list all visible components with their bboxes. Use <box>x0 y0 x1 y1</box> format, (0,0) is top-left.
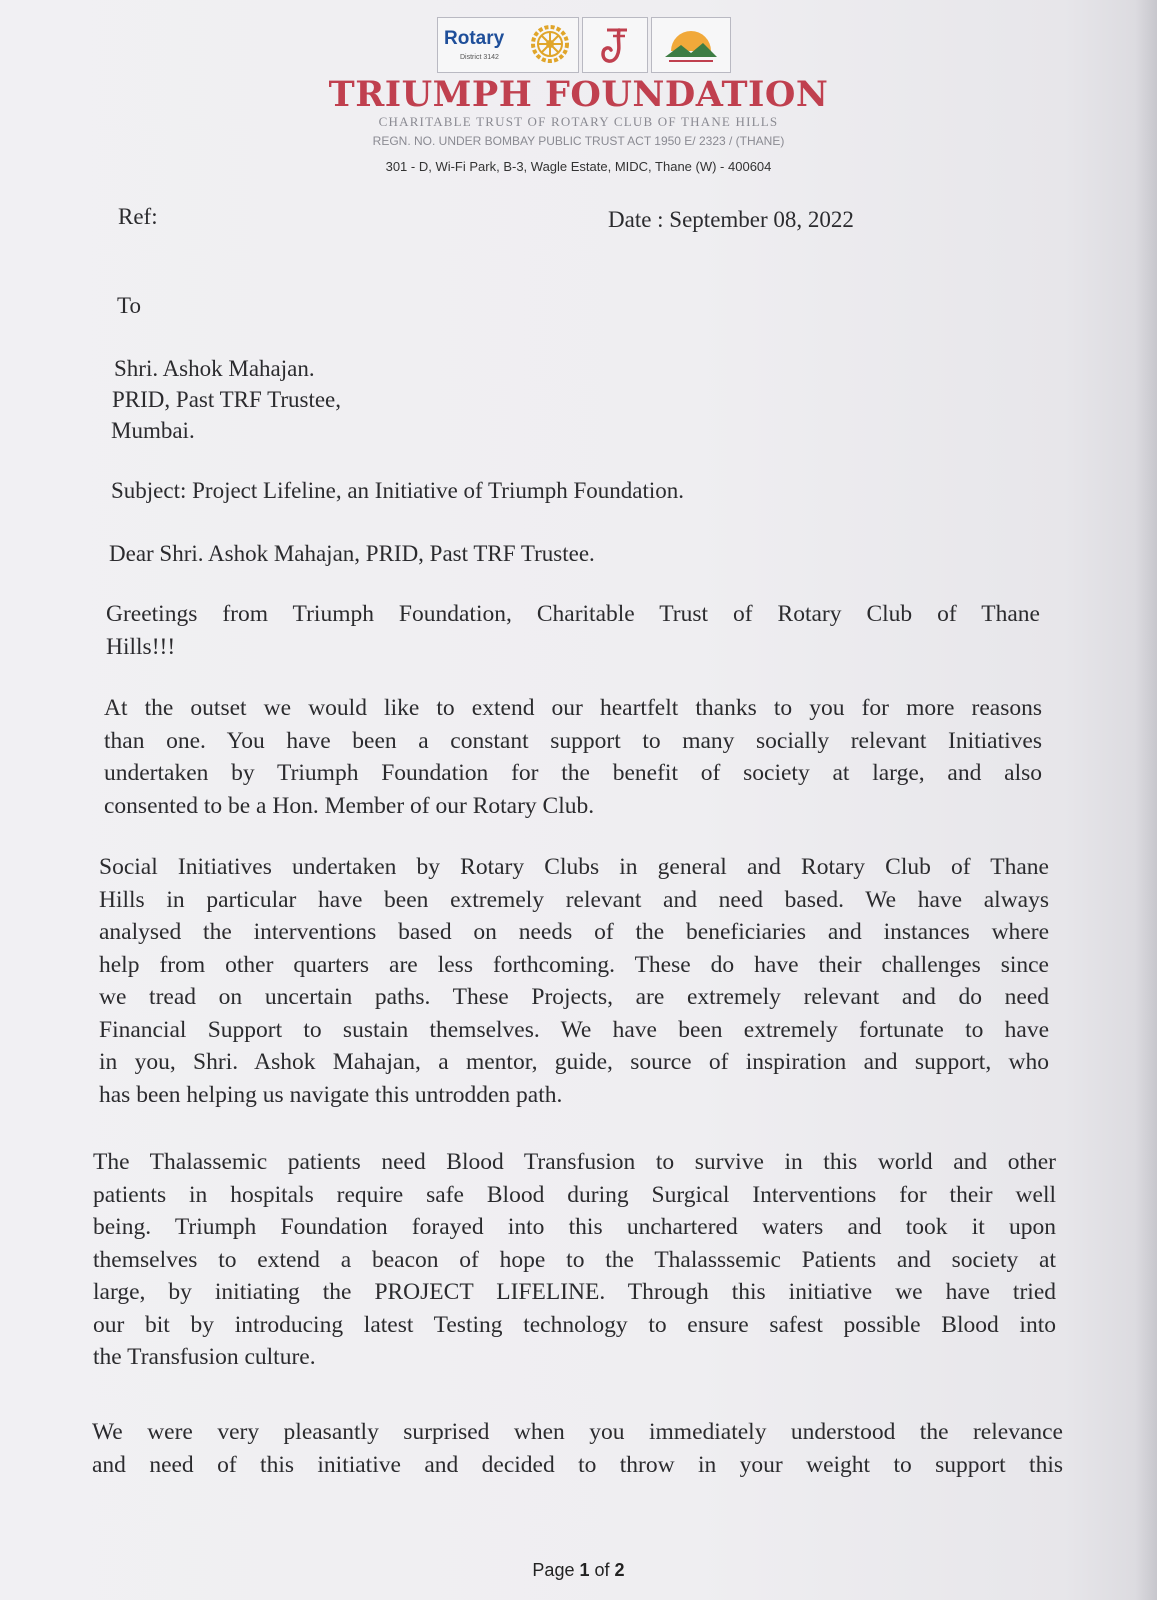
paragraph-line: our bit by introducing latest Testing technology to ensure safest possible Blood into <box>93 1311 1056 1338</box>
registration-number: REGN. NO. UNDER BOMBAY PUBLIC TRUST ACT 1950 E/ 2323 / (THANE) <box>372 134 785 148</box>
page-word: Page <box>532 1560 575 1580</box>
paragraph-line: being. Triumph Foundation forayed into this unchartered waters and took it upon <box>93 1214 1056 1240</box>
paragraph-line: Financial Support to sustain themselves. We have been extremely fortunate to have <box>99 1016 1049 1043</box>
paragraph-thanks <box>104 692 1042 822</box>
paragraph-line: Hills in particular have been extremely relevant and need based. We have always <box>99 886 1049 913</box>
recipient-city: Mumbai. <box>111 418 195 443</box>
letter-subject: Subject: Project Lifeline, an Initiative of Triumph Foundation. <box>111 478 685 503</box>
rotary-logo-text: Rotary <box>444 28 505 49</box>
paragraph-project-lifeline <box>93 1146 1056 1374</box>
paragraph-greetings <box>106 598 1040 663</box>
letterhead-logos <box>437 17 731 73</box>
paragraph-line: The Thalassemic patients need Blood Transfusion to survive in this world and other <box>93 1149 1056 1175</box>
paragraph-support <box>92 1416 1063 1481</box>
paragraph-line: help from other quarters are less forthcoming. These do have their challenges since <box>99 951 1049 978</box>
paragraph-line: has been helping us navigate this untrodden path. <box>99 1081 563 1108</box>
paragraph-line: in you, Shri. Ashok Mahajan, a mentor, guide, source of inspiration and support, who <box>99 1049 1049 1075</box>
thane-hills-logo <box>651 17 731 73</box>
letter-salutation: Dear Shri. Ashok Mahajan, PRID, Past TRF Trustee. <box>109 541 595 566</box>
paragraph-line: Social Initiatives undertaken by Rotary Clubs in general and Rotary Club of Thane <box>99 854 1049 880</box>
paragraph-social-initiatives <box>99 851 1049 1111</box>
monogram-icon <box>595 22 635 68</box>
recipient-title: PRID, Past TRF Trustee, <box>112 387 342 412</box>
recipient-name: Shri. Ashok Mahajan. <box>114 356 315 381</box>
paragraph-line: At the outset we would like to extend our heartfelt thanks to you for more reasons <box>104 695 1042 721</box>
paragraph-line: we tread on uncertain paths. These Projects, are extremely relevant and do need <box>99 984 1049 1010</box>
organization-address: 301 - D, Wi-Fi Park, B-3, Wagle Estate, MIDC, Thane (W) - 400604 <box>385 159 772 174</box>
paragraph-line: themselves to extend a beacon of hope to the Thalasssemic Patients and society at <box>93 1246 1056 1273</box>
sunrise-hills-icon <box>659 23 723 67</box>
paragraph-line: than one. You have been a constant support to many socially relevant Initiatives <box>104 727 1042 754</box>
paragraph-line: large, by initiating the PROJECT LIFELINE. Through this initiative we have tried <box>93 1279 1056 1305</box>
paragraph-line: patients in hospitals require safe Blood during Surgical Interventions for their well <box>93 1181 1056 1208</box>
rotary-wheel-icon <box>530 24 570 64</box>
paragraph-line: analysed the interventions based on needs of the beneficiaries and instances where <box>99 919 1049 945</box>
paragraph-line: Greetings from Triumph Foundation, Charitable Trust of Rotary Club of Thane <box>106 601 1040 627</box>
rotary-district-text: District 3142 <box>460 54 499 61</box>
current-page: 1 <box>579 1560 590 1580</box>
paragraph-line: We were very pleasantly surprised when you immediately understood the relevance <box>92 1419 1063 1445</box>
club-monogram-logo <box>582 17 648 73</box>
of-word: of <box>594 1560 610 1580</box>
total-pages: 2 <box>614 1560 625 1580</box>
paragraph-line: undertaken by Triumph Foundation for the benefit of society at large, and also <box>104 760 1042 786</box>
page-shadow <box>1135 0 1157 1600</box>
organization-name: TRIUMPH FOUNDATION <box>328 74 829 115</box>
letter-date: Date : September 08, 2022 <box>608 207 854 232</box>
ref-label: Ref: <box>118 204 158 229</box>
to-label: To <box>117 293 141 318</box>
paragraph-line: and need of this initiative and decided to throw in your weight to support this <box>92 1451 1063 1478</box>
paragraph-line: Hills!!! <box>106 633 176 660</box>
rotary-logo <box>437 17 579 73</box>
paragraph-line: consented to be a Hon. Member of our Rotary Club. <box>104 792 595 819</box>
paragraph-line: the Transfusion culture. <box>93 1344 316 1370</box>
organization-subtitle: CHARITABLE TRUST OF ROTARY CLUB OF THANE HILLS <box>378 114 779 129</box>
page-number <box>0 1560 1157 1581</box>
